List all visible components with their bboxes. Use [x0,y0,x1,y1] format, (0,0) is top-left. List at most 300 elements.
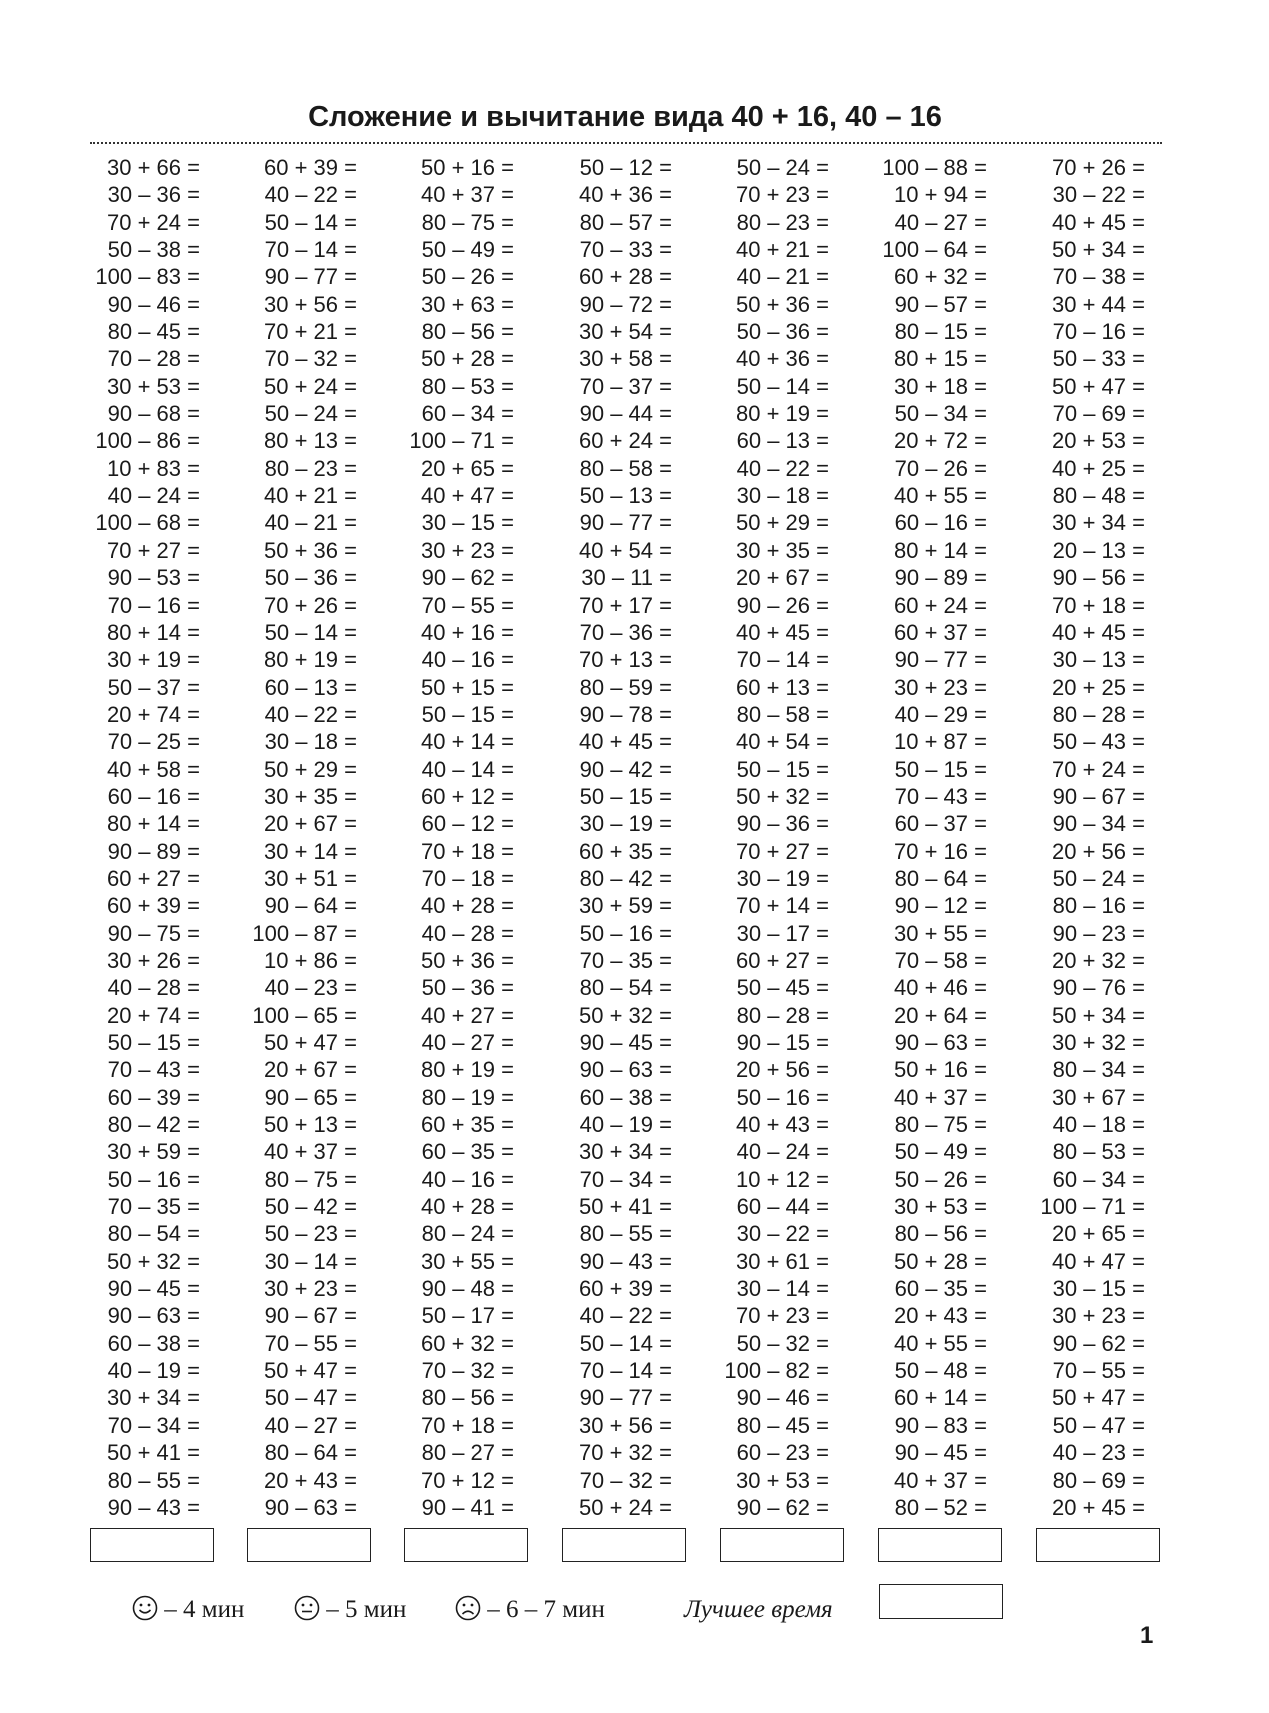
exercise-item: 90 – 75 = [107,920,200,946]
exercise-item: 40 – 28 = [421,920,514,946]
exercise-item: 90 – 62 = [1052,1330,1145,1356]
exercise-item: 40 + 36 = [736,346,829,372]
exercise-item: 80 + 19 = [736,401,829,427]
exercise-item: 100 – 68 = [95,510,200,536]
title-divider [90,142,1162,144]
exercise-item: 70 + 23 = [736,1303,829,1329]
exercise-item: 40 – 22 = [579,1303,672,1329]
exercise-item: 100 – 86 = [95,428,200,454]
exercise-item: 40 – 24 = [107,483,200,509]
exercise-item: 50 + 36 = [736,291,829,317]
exercise-item: 80 – 75 = [894,1112,987,1138]
exercise-item: 20 + 65 = [421,455,514,481]
exercise-item: 60 – 16 = [107,783,200,809]
exercise-item: 50 – 24 = [736,155,829,180]
exercise-item: 30 + 18 = [894,373,987,399]
exercise-item: 30 – 14 = [736,1276,829,1302]
exercise-item: 70 – 33 = [579,237,672,263]
exercise-item: 30 + 53 = [107,373,200,399]
exercise-item: 80 – 16 = [1052,893,1145,919]
exercise-item: 90 – 23 = [1052,920,1145,946]
exercise-item: 80 + 13 = [264,428,357,454]
exercise-item: 50 + 16 = [894,1057,987,1083]
exercise-item: 60 – 37 = [894,811,987,837]
exercise-item: 60 – 13 = [264,674,357,700]
exercise-item: 60 – 35 = [894,1276,987,1302]
exercise-item: 50 + 32 = [107,1248,200,1274]
exercise-item: 40 – 21 = [736,264,829,290]
exercise-item: 50 – 23 = [264,1221,357,1247]
exercise-item: 60 + 14 = [894,1385,987,1411]
exercise-item: 70 – 43 = [894,783,987,809]
exercise-item: 80 – 64 = [264,1440,357,1466]
exercise-item: 30 + 59 = [107,1139,200,1165]
exercise-item: 90 – 57 = [894,291,987,317]
exercise-item: 70 + 27 = [107,537,200,563]
exercise-item: 70 – 34 = [579,1166,672,1192]
exercise-item: 50 + 15 = [421,674,514,700]
exercise-item: 30 + 35 = [736,537,829,563]
exercise-item: 40 + 36 = [579,182,672,208]
exercise-item: 40 + 21 = [736,237,829,263]
exercise-item: 90 – 89 = [107,838,200,864]
exercise-item: 80 + 14 = [107,619,200,645]
exercise-column-3 [394,154,514,1521]
exercise-item: 30 – 18 = [736,483,829,509]
exercise-column-4 [552,154,672,1521]
exercise-item: 70 – 16 = [1052,319,1145,345]
exercise-item: 70 + 21 = [264,319,357,345]
exercise-item: 20 + 43 = [264,1467,357,1493]
smiley-neutral-icon [294,1595,320,1621]
exercise-item: 20 + 45 = [1052,1494,1145,1520]
exercise-item: 60 – 13 = [736,428,829,454]
exercise-item: 50 – 13 = [579,483,672,509]
exercise-item: 20 + 67 = [736,565,829,591]
exercise-item: 90 – 77 = [579,1385,672,1411]
exercise-item: 70 + 14 = [736,893,829,919]
exercise-item: 40 – 23 = [1052,1440,1145,1466]
exercise-item: 80 – 45 = [107,319,200,345]
exercise-item: 60 – 38 = [107,1330,200,1356]
exercise-item: 70 + 17 = [579,592,672,618]
exercise-item: 30 + 34 = [1052,510,1145,536]
exercise-item: 40 + 45 = [1052,209,1145,235]
exercise-item: 80 + 15 = [894,346,987,372]
exercise-item: 80 + 19 = [264,647,357,673]
exercise-item: 20 + 65 = [1052,1221,1145,1247]
best-time-label: Лучшее время [684,1596,833,1623]
exercise-item: 60 – 39 = [107,1084,200,1110]
exercise-item: 70 + 18 = [421,838,514,864]
exercise-item: 40 + 25 = [1052,455,1145,481]
exercise-item: 70 – 69 = [1052,401,1145,427]
legend-sad-label: – 6 – 7 мин [487,1596,605,1623]
exercise-item: 40 + 43 = [736,1112,829,1138]
exercise-item: 90 – 63 = [264,1494,357,1520]
exercise-item: 50 – 15 = [421,701,514,727]
page-number: 1 [1140,1622,1154,1649]
exercise-item: 30 + 56 = [264,291,357,317]
exercise-item: 40 + 45 = [1052,619,1145,645]
exercise-item: 50 + 29 = [264,756,357,782]
exercise-item: 20 + 32 = [1052,947,1145,973]
exercise-item: 50 – 42 = [264,1194,357,1220]
exercise-item: 60 + 32 = [894,264,987,290]
exercise-item: 20 + 74 = [107,1002,200,1028]
exercise-item: 80 – 52 = [894,1494,987,1520]
exercise-item: 30 + 59 = [579,893,672,919]
exercise-item: 60 + 35 = [579,838,672,864]
exercise-item: 50 – 16 = [107,1166,200,1192]
exercise-item: 40 – 23 = [264,975,357,1001]
exercise-item: 80 – 75 = [264,1166,357,1192]
exercise-item: 30 + 56 = [579,1412,672,1438]
exercise-item: 90 – 46 = [107,291,200,317]
exercise-item: 70 + 32 = [579,1440,672,1466]
exercise-item: 80 – 42 = [579,865,672,891]
exercise-item: 80 – 59 = [579,674,672,700]
exercise-item: 40 + 37 = [894,1084,987,1110]
exercise-item: 50 – 36 = [736,319,829,345]
exercise-item: 40 – 28 = [107,975,200,1001]
exercise-item: 30 + 19 = [107,647,200,673]
exercise-item: 50 + 36 = [421,947,514,973]
exercise-item: 90 – 72 = [579,291,672,317]
exercise-item: 90 – 41 = [421,1494,514,1520]
exercise-item: 70 – 58 = [894,947,987,973]
exercise-item: 50 – 34 = [894,401,987,427]
answer-time-box-6[interactable] [878,1528,1002,1562]
exercise-item: 80 – 53 = [1052,1139,1145,1165]
exercise-item: 30 + 55 = [421,1248,514,1274]
exercise-item: 70 + 24 = [1052,756,1145,782]
exercise-item: 70 + 18 = [1052,592,1145,618]
exercise-item: 50 + 41 = [107,1440,200,1466]
exercise-item: 80 – 56 = [894,1221,987,1247]
exercise-item: 90 – 36 = [736,811,829,837]
exercise-item: 90 – 42 = [579,756,672,782]
exercise-item: 30 + 35 = [264,783,357,809]
exercise-item: 30 – 17 = [736,920,829,946]
exercise-item: 50 + 41 = [579,1194,672,1220]
exercise-item: 90 – 44 = [579,401,672,427]
exercise-item: 40 – 22 = [264,182,357,208]
exercise-item: 100 – 65 = [252,1002,357,1028]
exercise-item: 30 + 61 = [736,1248,829,1274]
exercise-item: 90 – 76 = [1052,975,1145,1001]
exercise-item: 50 – 32 = [736,1330,829,1356]
exercise-item: 80 – 64 = [894,865,987,891]
answer-time-box-1[interactable] [90,1528,214,1562]
exercise-item: 30 – 19 = [736,865,829,891]
exercise-item: 10 + 83 = [107,455,200,481]
legend-neutral [294,1593,406,1627]
exercise-item: 70 – 37 = [579,373,672,399]
exercise-item: 90 – 62 = [421,565,514,591]
exercise-item: 50 – 47 = [1052,1412,1145,1438]
exercise-item: 40 + 37 = [894,1467,987,1493]
exercise-item: 40 – 21 = [264,510,357,536]
exercise-item: 30 + 23 = [894,674,987,700]
exercise-item: 90 – 77 = [894,647,987,673]
exercise-item: 40 + 54 = [736,729,829,755]
exercise-item: 100 – 87 = [252,920,357,946]
exercise-item: 50 – 38 = [107,237,200,263]
exercise-item: 30 + 53 = [736,1467,829,1493]
exercise-item: 70 – 32 = [421,1358,514,1384]
exercise-item: 40 – 22 = [264,701,357,727]
exercise-item: 60 + 37 = [894,619,987,645]
exercise-item: 90 – 12 = [894,893,987,919]
exercise-item: 80 – 45 = [736,1412,829,1438]
exercise-item: 70 – 55 = [1052,1358,1145,1384]
exercise-item: 50 – 14 = [579,1330,672,1356]
exercise-item: 40 + 46 = [894,975,987,1001]
exercise-item: 70 – 26 = [894,455,987,481]
exercise-item: 90 – 43 = [107,1494,200,1520]
exercise-item: 30 – 36 = [107,182,200,208]
exercise-item: 10 + 94 = [894,182,987,208]
exercise-item: 90 – 48 = [421,1276,514,1302]
exercise-item: 50 + 47 = [264,1030,357,1055]
exercise-item: 80 – 28 = [1052,701,1145,727]
exercise-item: 50 – 15 = [579,783,672,809]
exercise-item: 60 – 16 = [894,510,987,536]
exercise-item: 20 + 64 = [894,1002,987,1028]
exercise-item: 60 + 13 = [736,674,829,700]
exercise-column-6 [867,154,987,1521]
exercise-item: 70 – 38 = [1052,264,1145,290]
answer-time-box-2[interactable] [247,1528,371,1562]
exercise-item: 60 + 27 = [107,865,200,891]
legend-happy [132,1593,244,1627]
exercise-item: 30 + 23 = [264,1276,357,1302]
exercise-item: 90 – 63 = [579,1057,672,1083]
exercise-item: 90 – 65 = [264,1084,357,1110]
exercise-item: 30 – 18 = [264,729,357,755]
exercise-item: 90 – 45 = [894,1440,987,1466]
legend-neutral-label: – 5 мин [326,1596,407,1623]
exercise-item: 80 – 27 = [421,1440,514,1466]
exercise-item: 80 – 54 = [107,1221,200,1247]
exercise-item: 50 – 14 = [264,619,357,645]
exercise-item: 40 + 14 = [421,729,514,755]
exercise-item: 20 – 13 = [1052,537,1145,563]
exercise-item: 80 + 14 = [894,537,987,563]
exercise-item: 30 + 51 = [264,865,357,891]
exercise-item: 60 – 23 = [736,1440,829,1466]
exercise-item: 20 + 56 = [1052,838,1145,864]
exercise-item: 60 + 39 = [579,1276,672,1302]
exercise-item: 30 – 19 = [579,811,672,837]
exercise-item: 30 + 23 = [421,537,514,563]
exercise-item: 80 – 56 = [421,1385,514,1411]
answer-time-box-5[interactable] [720,1528,844,1562]
exercise-item: 50 + 16 = [421,155,514,180]
exercise-item: 30 + 23 = [1052,1303,1145,1329]
exercise-item: 70 – 35 = [579,947,672,973]
exercise-item: 90 – 34 = [1052,811,1145,837]
exercise-item: 40 – 24 = [736,1139,829,1165]
exercise-item: 50 – 47 = [264,1385,357,1411]
exercise-item: 90 – 89 = [894,565,987,591]
exercise-item: 70 + 12 = [421,1467,514,1493]
exercise-item: 70 + 13 = [579,647,672,673]
exercise-item: 90 – 78 = [579,701,672,727]
exercise-item: 40 – 22 = [736,455,829,481]
exercise-item: 40 + 28 = [421,893,514,919]
exercise-item: 80 – 23 = [736,209,829,235]
exercise-item: 70 – 25 = [107,729,200,755]
exercise-item: 20 + 67 = [264,811,357,837]
exercise-item: 60 – 44 = [736,1194,829,1220]
answer-time-box-3[interactable] [404,1528,528,1562]
exercise-item: 50 – 17 = [421,1303,514,1329]
exercise-item: 20 + 53 = [1052,428,1145,454]
exercise-item: 30 + 58 = [579,346,672,372]
exercise-item: 70 – 55 = [264,1330,357,1356]
exercise-item: 70 + 27 = [736,838,829,864]
exercise-item: 50 + 29 = [736,510,829,536]
exercise-item: 40 + 45 = [579,729,672,755]
exercise-item: 60 + 12 = [421,783,514,809]
exercise-item: 30 – 22 = [736,1221,829,1247]
exercise-item: 90 – 83 = [894,1412,987,1438]
exercise-item: 50 + 34 = [1052,237,1145,263]
exercise-item: 50 – 12 = [579,155,672,180]
exercise-column-1 [80,154,200,1521]
exercise-item: 50 + 24 = [579,1494,672,1520]
exercise-item: 70 – 55 = [421,592,514,618]
exercise-item: 40 + 28 = [421,1194,514,1220]
exercise-item: 70 – 32 = [264,346,357,372]
exercise-item: 100 – 71 = [409,428,514,454]
exercise-item: 30 + 53 = [894,1194,987,1220]
exercise-item: 30 + 14 = [264,838,357,864]
exercise-column-5 [709,154,829,1521]
exercise-item: 80 – 24 = [421,1221,514,1247]
exercise-item: 70 + 26 = [1052,155,1145,180]
exercise-item: 40 + 47 = [421,483,514,509]
exercise-item: 60 – 35 = [421,1139,514,1165]
answer-time-box-7[interactable] [1036,1528,1160,1562]
exercise-item: 30 + 54 = [579,319,672,345]
exercise-item: 50 – 15 = [736,756,829,782]
exercise-item: 70 – 28 = [107,346,200,372]
exercise-item: 80 – 69 = [1052,1467,1145,1493]
exercise-item: 20 + 67 = [264,1057,357,1083]
exercise-item: 60 + 35 = [421,1112,514,1138]
exercise-item: 10 + 87 = [894,729,987,755]
exercise-item: 40 + 37 = [264,1139,357,1165]
exercise-item: 90 – 64 = [264,893,357,919]
exercise-item: 60 – 34 = [1052,1166,1145,1192]
page-title: Сложение и вычитание вида 40 + 16, 40 – 16 [308,101,942,133]
exercise-item: 20 + 43 = [894,1303,987,1329]
exercise-column-2 [237,154,357,1521]
exercise-item: 80 – 15 = [894,319,987,345]
exercise-item: 40 – 27 = [421,1030,514,1055]
answer-time-box-4[interactable] [562,1528,686,1562]
exercise-item: 20 + 56 = [736,1057,829,1083]
exercise-item: 80 – 28 = [736,1002,829,1028]
exercise-item: 60 + 28 = [579,264,672,290]
exercise-item: 40 – 19 = [107,1358,200,1384]
exercise-item: 70 + 26 = [264,592,357,618]
exercise-item: 90 – 67 = [1052,783,1145,809]
exercise-item: 100 – 82 = [724,1358,829,1384]
exercise-item: 90 – 45 = [579,1030,672,1055]
exercise-item: 30 – 13 = [1052,647,1145,673]
exercise-item: 50 – 48 = [894,1358,987,1384]
exercise-item: 70 – 14 = [736,647,829,673]
exercise-item: 70 – 35 = [107,1194,200,1220]
exercise-item: 80 – 48 = [1052,483,1145,509]
exercise-item: 60 – 38 = [579,1084,672,1110]
exercise-item: 50 + 47 = [1052,373,1145,399]
exercise-item: 70 – 18 = [421,865,514,891]
exercise-item: 50 + 28 = [421,346,514,372]
exercise-item: 100 – 88 = [882,155,987,180]
exercise-item: 40 – 27 = [264,1412,357,1438]
smiley-happy-icon [132,1595,158,1621]
exercise-item: 50 + 47 = [264,1358,357,1384]
exercise-item: 20 + 72 = [894,428,987,454]
exercise-item: 80 – 54 = [579,975,672,1001]
exercise-item: 50 – 26 = [894,1166,987,1192]
exercise-item: 50 – 45 = [736,975,829,1001]
exercise-item: 20 + 25 = [1052,674,1145,700]
exercise-item: 10 + 12 = [736,1166,829,1192]
exercise-item: 50 + 36 = [264,537,357,563]
exercise-item: 50 – 33 = [1052,346,1145,372]
exercise-item: 90 – 77 = [264,264,357,290]
exercise-item: 40 + 55 = [894,1330,987,1356]
exercise-item: 80 – 23 = [264,455,357,481]
exercise-item: 90 – 63 = [894,1030,987,1055]
exercise-item: 20 + 74 = [107,701,200,727]
exercise-item: 50 + 34 = [1052,1002,1145,1028]
exercise-item: 30 + 63 = [421,291,514,317]
exercise-item: 50 – 36 = [264,565,357,591]
exercise-item: 80 – 55 = [579,1221,672,1247]
exercise-item: 60 + 39 = [264,155,357,180]
exercise-item: 60 + 39 = [107,893,200,919]
exercise-item: 60 – 34 = [421,401,514,427]
exercise-item: 100 – 64 = [882,237,987,263]
exercise-item: 80 – 42 = [107,1112,200,1138]
exercise-item: 50 – 14 = [264,209,357,235]
exercise-item: 50 + 47 = [1052,1385,1145,1411]
exercise-item: 80 + 19 = [421,1057,514,1083]
exercise-item: 50 + 28 = [894,1248,987,1274]
exercise-item: 40 + 37 = [421,182,514,208]
exercise-item: 30 – 22 = [1052,182,1145,208]
exercise-item: 50 – 36 = [421,975,514,1001]
exercise-item: 90 – 62 = [736,1494,829,1520]
exercise-item: 30 – 15 = [1052,1276,1145,1302]
exercise-item: 60 + 27 = [736,947,829,973]
exercise-item: 80 – 57 = [579,209,672,235]
exercise-column-7 [1025,154,1145,1521]
exercise-item: 90 – 45 = [107,1276,200,1302]
exercise-item: 90 – 15 = [736,1030,829,1055]
best-time-box[interactable] [879,1584,1003,1619]
exercise-item: 100 – 71 = [1040,1194,1145,1220]
exercise-item: 40 + 54 = [579,537,672,563]
exercise-item: 40 + 27 = [421,1002,514,1028]
